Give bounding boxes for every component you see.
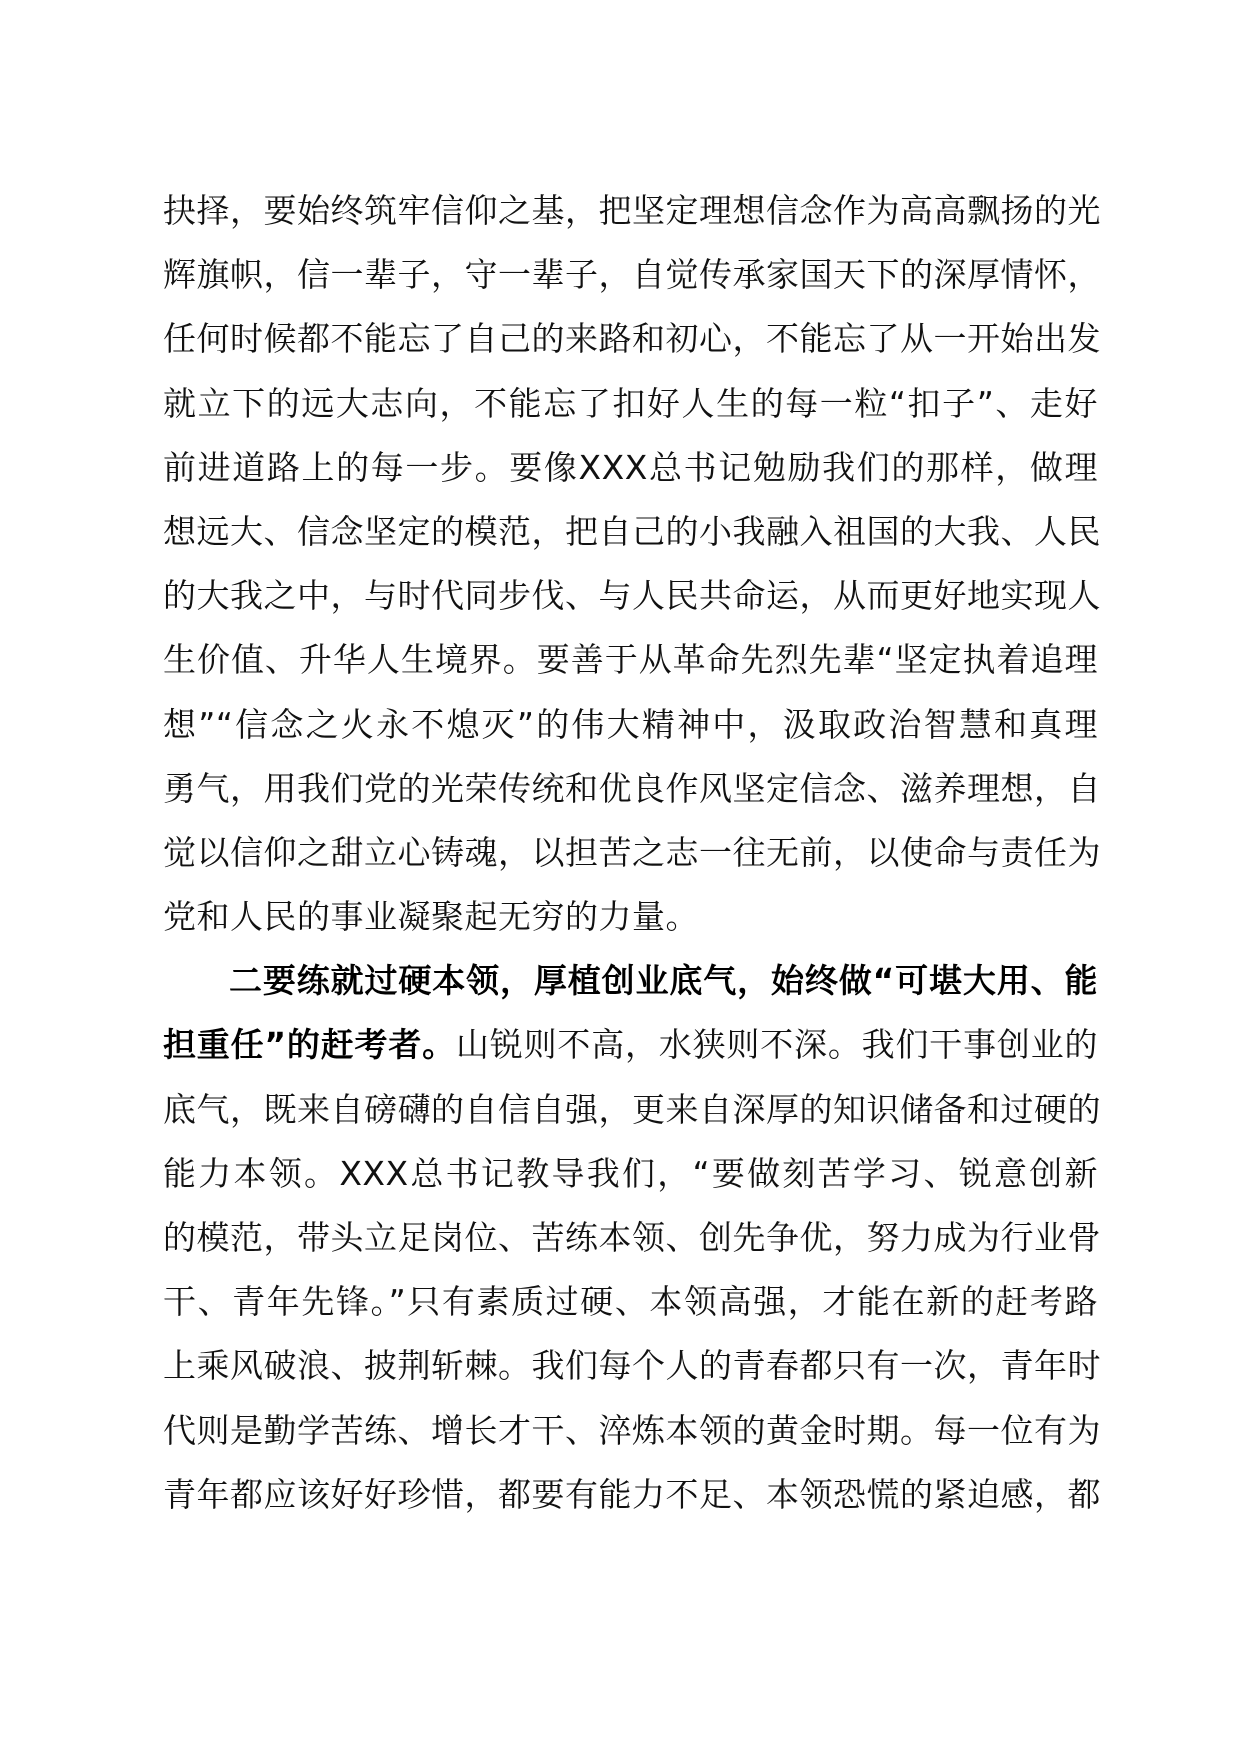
paragraph-line: 就立下的远大志向，不能忘了扣好人生的每一粒“扣子”、走好 <box>163 383 1098 423</box>
paragraph-line: 青年都应该好好珍惜，都要有能力不足、本领恐慌的紧迫感，都 <box>163 1474 1101 1514</box>
paragraph-line: 上乘风破浪、披荆斩棘。我们每个人的青春都只有一次，青年时 <box>163 1346 1101 1386</box>
paragraph-line: 的模范，带头立足岗位、苦练本领、创先争优，努力成为行业骨 <box>163 1218 1101 1257</box>
paragraph-line: 觉以信仰之甜立心铸魂，以担苦之志一往无前，以使命与责任为 <box>163 832 1101 872</box>
paragraph-line: 勇气，用我们党的光荣传统和优良作风坚定信念、滋养理想，自 <box>163 768 1101 808</box>
paragraph-line: 底气，既来自磅礴的自信自强，更来自深厚的知识储备和过硬的 <box>163 1089 1101 1129</box>
section-heading-text: 担重任”的赶考者。 <box>163 1025 456 1065</box>
paragraph-line: 抉择，要始终筑牢信仰之基，把坚定理想信念作为高高飘扬的光 <box>163 191 1101 230</box>
paragraph-line: 干、青年先锋。”只有素质过硬、本领高强，才能在新的赶考路 <box>163 1282 1098 1322</box>
paragraph-line: 任何时候都不能忘了自己的来路和初心，不能忘了从一开始出发 <box>163 319 1101 359</box>
paragraph-line-mixed <box>163 1013 1098 1077</box>
paragraph-line: 能力本领。XXX总书记教导我们，“要做刻苦学习、锐意创新 <box>163 1153 1098 1193</box>
section-heading-line: 二要练就过硬本领，厚植创业底气，始终做“可堪大用、能 <box>229 961 1098 1001</box>
paragraph-line: 想远大、信念坚定的模范，把自己的小我融入祖国的大我、人民 <box>163 511 1101 551</box>
paragraph-line: 党和人民的事业凝聚起无穷的力量。 <box>163 897 699 937</box>
body-text <box>163 179 1101 1527</box>
paragraph-line: 辉旗帜，信一辈子，守一辈子，自觉传承家国天下的深厚情怀， <box>163 255 1101 295</box>
paragraph-text: 山锐则不高，水狭则不深。我们干事创业的 <box>455 1025 1099 1065</box>
paragraph-line: 代则是勤学苦练、增长才干、淬炼本领的黄金时期。每一位有为 <box>163 1410 1101 1450</box>
paragraph-line: 想”“信念之火永不熄灭”的伟大精神中，汲取政治智慧和真理 <box>163 704 1098 744</box>
paragraph-line: 生价值、升华人生境界。要善于从革命先烈先辈“坚定执着追理 <box>163 640 1098 680</box>
paragraph-line: 前进道路上的每一步。要像XXX总书记勉励我们的那样，做理 <box>163 447 1098 487</box>
paragraph-line: 的大我之中，与时代同步伐、与人民共命运，从而更好地实现人 <box>163 576 1101 616</box>
